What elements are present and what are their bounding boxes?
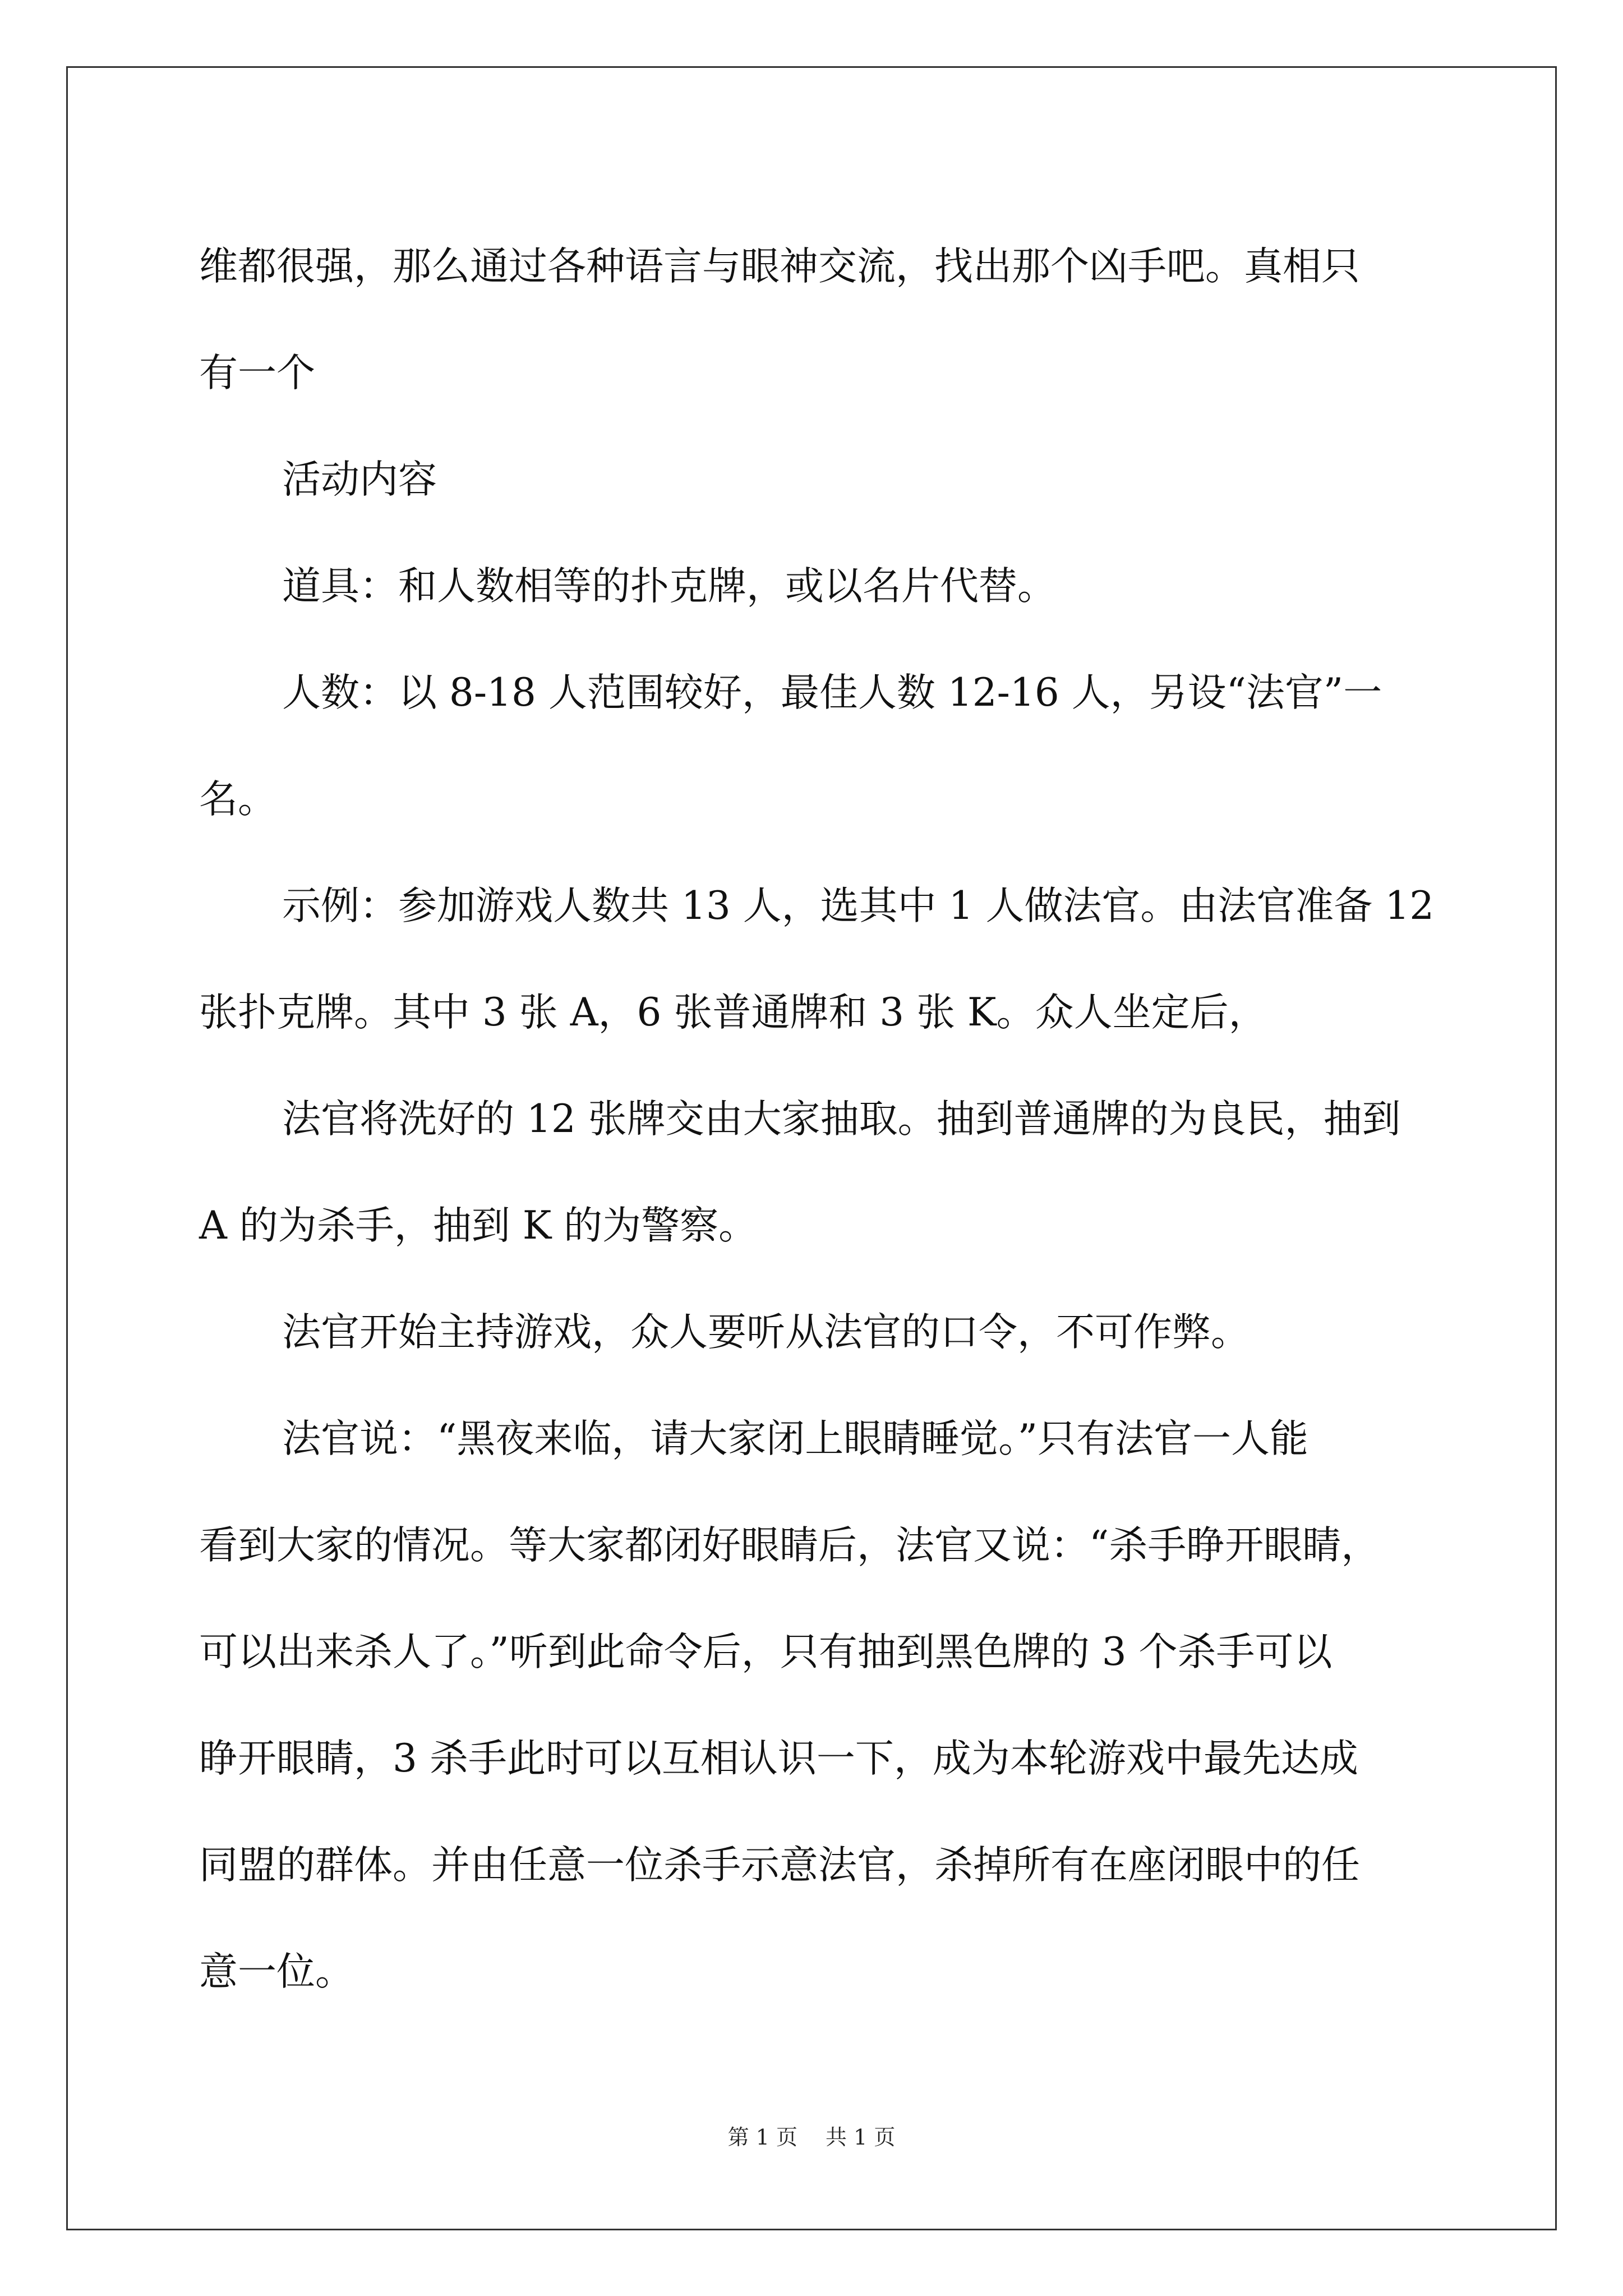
text-line: 有一个: [199, 351, 315, 395]
text-line: 睁开眼睛，3 杀手此时可以互相认识一下，成为本轮游戏中最先达成: [199, 1736, 1358, 1781]
text-line: 法官将洗好的 12 张牌交由大家抽取。抽到普通牌的为良民，抽到: [282, 1097, 1401, 1142]
text-line: 同盟的群体。并由任意一位杀手示意法官，杀掉所有在座闭眼中的任: [199, 1843, 1360, 1888]
page-footer: [0, 2120, 1623, 2154]
text-line: 张扑克牌。其中 3 张 A，6 张普通牌和 3 张 K。众人坐定后，: [199, 990, 1267, 1035]
text-line: 可以出来杀人了。”听到此命令后，只有抽到黑色牌的 3 个杀手可以: [199, 1630, 1332, 1674]
total-pages-label: 共 1 页: [826, 2125, 896, 2150]
text-line: 维都很强，那么通过各种语言与眼神交流，找出那个凶手吧。真相只: [199, 244, 1360, 289]
text-line: 名。: [199, 777, 276, 822]
document-body: [199, 213, 1438, 2025]
text-line: 法官开始主持游戏，众人要听从法官的口令，不可作弊。: [282, 1310, 1249, 1355]
text-line: A 的为杀手，抽到 K 的为警察。: [199, 1203, 758, 1248]
text-line: 示例：参加游戏人数共 13 人，选其中 1 人做法官。由法官准备 12: [282, 884, 1435, 928]
text-line: 道具：和人数相等的扑克牌，或以名片代替。: [282, 564, 1056, 609]
text-line: 意一位。: [199, 1949, 354, 1994]
text-line: 活动内容: [282, 457, 437, 502]
current-page-label: 第 1 页: [727, 2125, 797, 2150]
text-line: 人数：以 8-18 人范围较好，最佳人数 12-16 人，另设“法官”一: [282, 670, 1382, 715]
text-line: 法官说：“黑夜来临，请大家闭上眼睛睡觉。”只有法官一人能: [282, 1416, 1309, 1461]
text-line: 看到大家的情况。等大家都闭好眼睛后，法官又说：“杀手睁开眼睛，: [199, 1523, 1380, 1568]
